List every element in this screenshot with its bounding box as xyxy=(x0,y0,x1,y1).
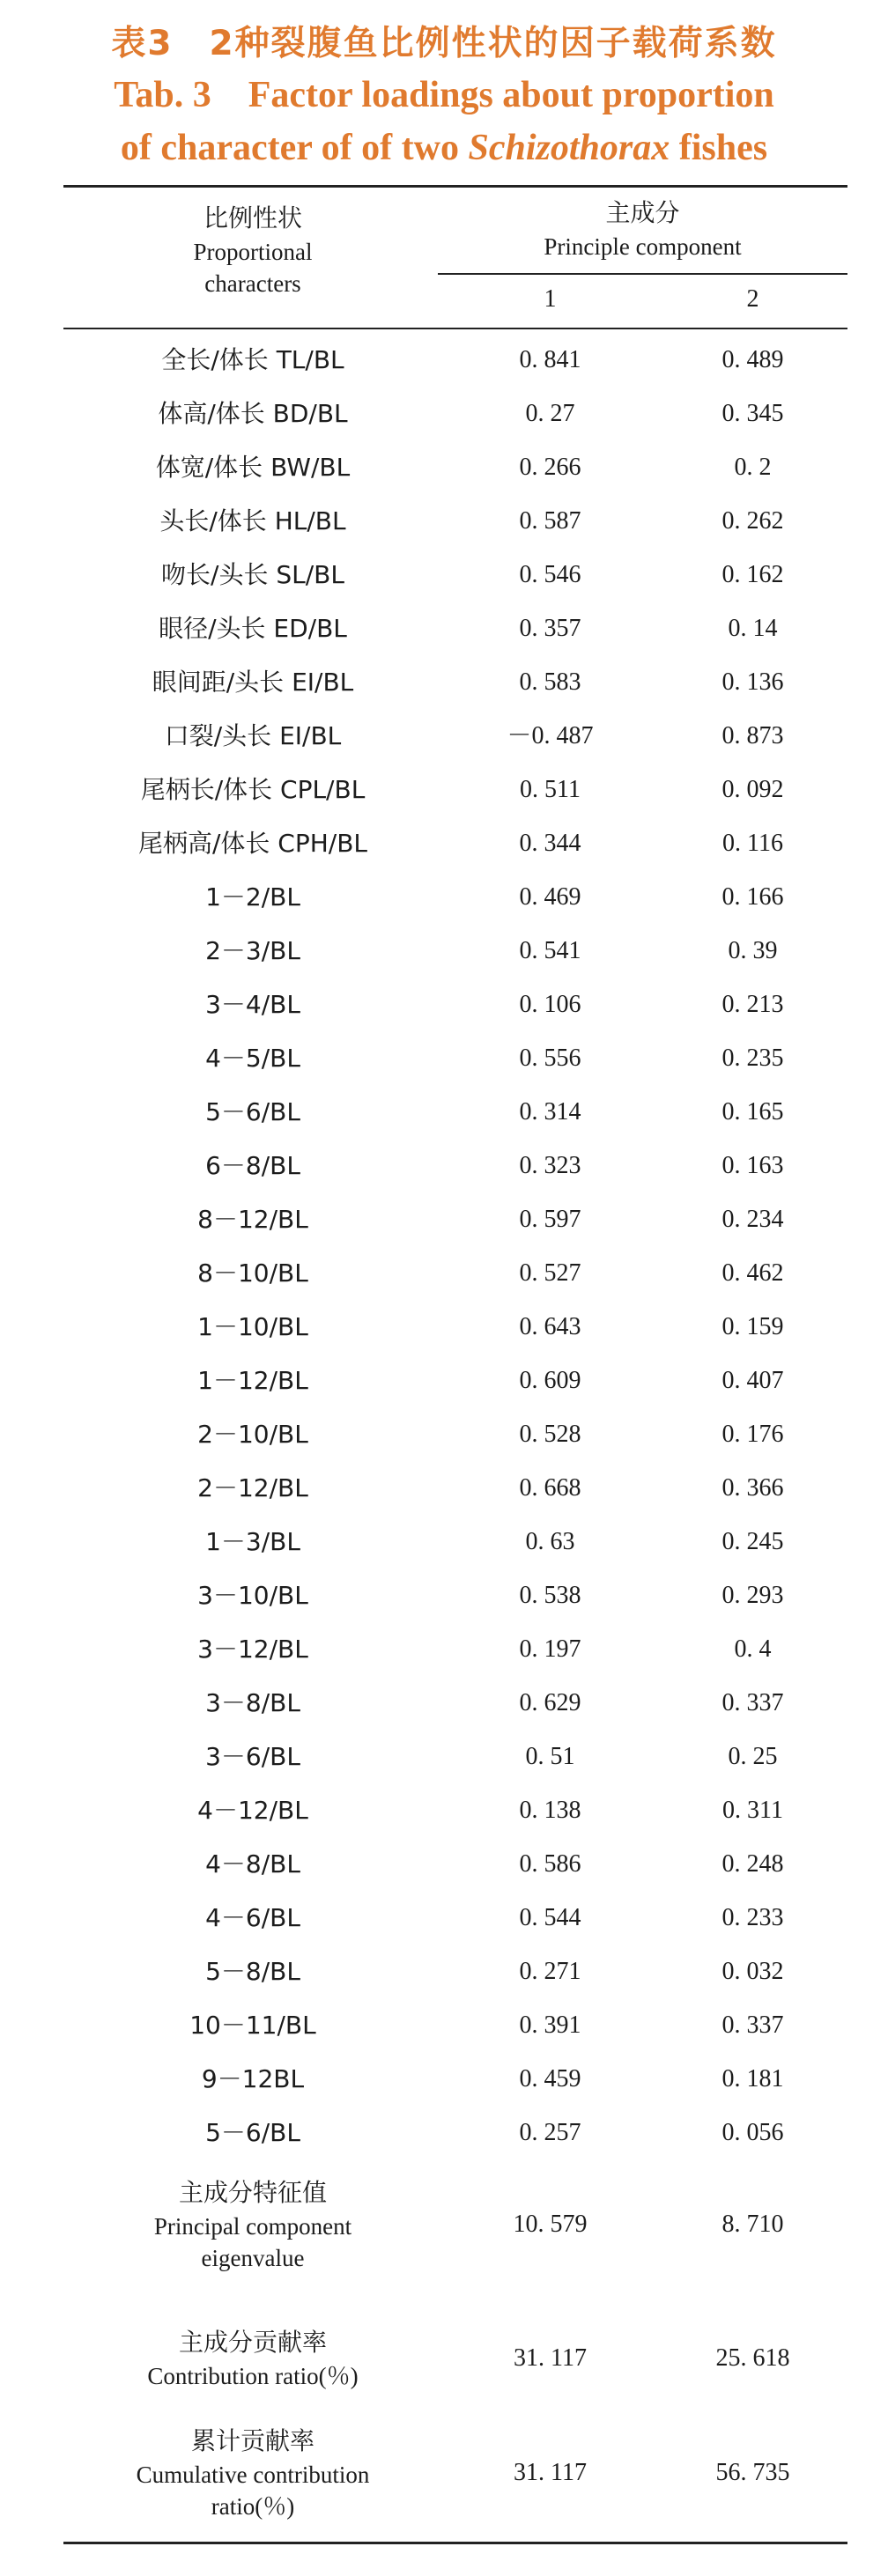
header-col1-en-2: characters xyxy=(204,270,301,297)
row-value-component-2: 0. 116 xyxy=(722,830,783,857)
table-caption xyxy=(0,19,888,174)
row-value-component-2: 0. 293 xyxy=(722,1582,784,1609)
table-row xyxy=(63,1407,847,1461)
row-label: 5－6/BL xyxy=(205,1097,300,1126)
row-value-component-1: 0. 528 xyxy=(519,1421,581,1448)
row-value-component-2: 0. 873 xyxy=(722,722,784,749)
table-row xyxy=(63,655,847,709)
summary-contribution-en: Contribution ratio(％) xyxy=(147,2363,359,2389)
row-label: 8－10/BL xyxy=(197,1258,308,1288)
row-label: 3－12/BL xyxy=(197,1635,308,1664)
row-label: 4－8/BL xyxy=(205,1849,300,1878)
summary-eigenvalue-cn: 主成分特征值 xyxy=(178,2178,327,2207)
row-value-component-2: 0. 345 xyxy=(722,400,784,427)
table-row xyxy=(63,2106,847,2159)
row-value-component-1: 0. 271 xyxy=(519,1958,581,1985)
header-principle-component xyxy=(438,196,847,262)
summary-row-eigenvalue xyxy=(63,2174,847,2279)
row-value-component-2: 0. 136 xyxy=(722,668,784,696)
row-label: 3－6/BL xyxy=(205,1742,300,1771)
row-value-component-1: 0. 314 xyxy=(519,1098,581,1126)
table-row xyxy=(63,1461,847,1515)
header-component-1: 1 xyxy=(544,285,557,313)
table-row xyxy=(63,1783,847,1837)
row-value-component-1: 0. 459 xyxy=(519,2065,581,2093)
row-value-component-2: 0. 462 xyxy=(722,1259,784,1287)
row-value-component-1: 0. 597 xyxy=(519,1206,581,1233)
header-col1-en-1: Proportional xyxy=(193,239,313,265)
row-label: 2－3/BL xyxy=(205,936,300,965)
row-value-component-2: 0. 235 xyxy=(722,1044,784,1072)
summary-contribution-v1: 31. 117 xyxy=(514,2344,587,2372)
table-row xyxy=(63,1192,847,1246)
table-row xyxy=(63,1622,847,1676)
table-row xyxy=(63,548,847,602)
summary-contribution-label xyxy=(63,2325,442,2392)
row-label: 8－12/BL xyxy=(197,1205,308,1234)
row-label: 尾柄高/体长 CPH/BL xyxy=(137,829,368,858)
summary-cumulative-en-2: ratio(％) xyxy=(211,2493,295,2520)
summary-eigenvalue-en-2: eigenvalue xyxy=(201,2245,305,2271)
row-value-component-2: 0. 163 xyxy=(722,1152,784,1179)
row-label: 4－12/BL xyxy=(197,1796,308,1825)
table-row xyxy=(63,1300,847,1354)
row-value-component-2: 0. 4 xyxy=(734,1635,772,1663)
row-label: 眼间距/头长 EI/BL xyxy=(152,668,354,697)
row-value-component-1: －0. 487 xyxy=(507,722,594,749)
header-sub-rule xyxy=(438,273,847,275)
summary-cumulative-v2: 56. 735 xyxy=(715,2459,790,2486)
table-row xyxy=(63,1998,847,2052)
table-row xyxy=(63,1945,847,1998)
table-row xyxy=(63,1676,847,1730)
row-label: 体宽/体长 BW/BL xyxy=(155,453,351,482)
row-value-component-1: 0. 556 xyxy=(519,1044,581,1072)
row-value-component-1: 0. 106 xyxy=(519,991,581,1018)
table-row xyxy=(63,2052,847,2106)
table-row xyxy=(63,1730,847,1783)
row-value-component-2: 0. 2 xyxy=(734,454,772,481)
summary-eigenvalue-en-1: Principal component xyxy=(153,2213,352,2240)
row-value-component-2: 0. 166 xyxy=(722,883,784,911)
table-row xyxy=(63,1568,847,1622)
row-value-component-2: 0. 248 xyxy=(722,1850,784,1878)
table-row xyxy=(63,978,847,1031)
row-value-component-1: 0. 546 xyxy=(519,561,581,588)
table-row xyxy=(63,440,847,494)
table-row xyxy=(63,1085,847,1139)
row-label: 1－2/BL xyxy=(205,882,300,912)
row-value-component-1: 0. 587 xyxy=(519,507,581,535)
caption-line-2-suffix: fishes xyxy=(670,128,768,168)
row-label: 头长/体长 HL/BL xyxy=(159,506,346,535)
row-value-component-2: 0. 032 xyxy=(722,1958,784,1985)
row-value-component-2: 0. 14 xyxy=(728,615,778,642)
row-value-component-2: 0. 25 xyxy=(728,1743,778,1770)
row-value-component-2: 0. 234 xyxy=(722,1206,784,1233)
row-label: 口裂/头长 EI/BL xyxy=(164,721,342,750)
table-row xyxy=(63,387,847,440)
row-value-component-1: 0. 586 xyxy=(519,1850,581,1878)
caption-line-2-prefix: of character of of two xyxy=(120,128,469,168)
row-value-component-2: 0. 245 xyxy=(722,1528,784,1555)
table-row xyxy=(63,924,847,978)
row-value-component-1: 0. 391 xyxy=(519,2011,581,2039)
table-row xyxy=(63,1837,847,1891)
row-value-component-2: 0. 162 xyxy=(722,561,784,588)
row-label: 1－12/BL xyxy=(197,1366,308,1395)
row-value-component-1: 0. 541 xyxy=(519,937,581,964)
row-label: 3－8/BL xyxy=(205,1688,300,1717)
header-col1-cn: 比例性状 xyxy=(203,203,302,233)
header-group-en: Principle component xyxy=(544,233,742,260)
summary-contribution-v2: 25. 618 xyxy=(715,2344,790,2372)
row-value-component-1: 0. 51 xyxy=(525,1743,575,1770)
row-value-component-1: 0. 63 xyxy=(525,1528,575,1555)
summary-cumulative-cn: 累计贡献率 xyxy=(190,2426,314,2455)
header-bottom-rule xyxy=(63,328,847,329)
table-row xyxy=(63,1139,847,1192)
table-row xyxy=(63,1515,847,1568)
row-label: 2－10/BL xyxy=(197,1420,308,1449)
caption-english-line-1: Tab. 3 Factor loadings about proportion xyxy=(114,75,774,115)
table-row xyxy=(63,709,847,763)
table-row xyxy=(63,1246,847,1300)
row-label: 4－5/BL xyxy=(205,1044,300,1073)
header-proportional-characters xyxy=(63,201,442,299)
summary-eigenvalue-label xyxy=(63,2175,442,2274)
row-value-component-2: 0. 165 xyxy=(722,1098,784,1126)
row-label: 9－12BL xyxy=(201,2064,305,2093)
row-label: 3－10/BL xyxy=(197,1581,308,1610)
row-value-component-2: 0. 159 xyxy=(722,1313,784,1340)
row-value-component-2: 0. 092 xyxy=(722,776,784,803)
row-value-component-1: 0. 469 xyxy=(519,883,581,911)
row-value-component-1: 0. 266 xyxy=(519,454,581,481)
row-value-component-2: 0. 337 xyxy=(722,1689,784,1716)
row-value-component-2: 0. 39 xyxy=(728,937,778,964)
row-label: 1－10/BL xyxy=(197,1312,308,1341)
table-row xyxy=(63,333,847,387)
row-value-component-1: 0. 841 xyxy=(519,346,581,373)
caption-chinese: 表3 2种裂腹鱼比例性状的因子载荷系数 xyxy=(111,24,777,63)
row-label: 吻长/头长 SL/BL xyxy=(161,560,344,589)
row-value-component-1: 0. 511 xyxy=(520,776,581,803)
header-group-cn: 主成分 xyxy=(605,198,680,227)
row-label: 眼径/头长 ED/BL xyxy=(159,614,347,643)
row-value-component-1: 0. 197 xyxy=(519,1635,581,1663)
table-row xyxy=(63,602,847,655)
row-value-component-1: 0. 257 xyxy=(519,2119,581,2146)
summary-cumulative-v1: 31. 117 xyxy=(514,2459,587,2486)
row-value-component-1: 0. 609 xyxy=(519,1367,581,1394)
row-value-component-2: 0. 311 xyxy=(722,1797,783,1824)
row-value-component-1: 0. 643 xyxy=(519,1313,581,1340)
caption-english-line-2 xyxy=(0,122,888,174)
row-value-component-2: 0. 337 xyxy=(722,2011,784,2039)
table-row xyxy=(63,1031,847,1085)
row-value-component-2: 0. 176 xyxy=(722,1421,784,1448)
row-value-component-1: 0. 323 xyxy=(519,1152,581,1179)
row-label: 1－3/BL xyxy=(205,1527,300,1556)
row-value-component-2: 0. 262 xyxy=(722,507,784,535)
row-value-component-2: 0. 366 xyxy=(722,1474,784,1502)
row-value-component-1: 0. 357 xyxy=(519,615,581,642)
summary-eigenvalue-v1: 10. 579 xyxy=(513,2211,588,2238)
table-top-rule xyxy=(63,185,847,188)
row-label: 10－11/BL xyxy=(189,2011,316,2040)
row-value-component-1: 0. 27 xyxy=(525,400,575,427)
row-value-component-2: 0. 056 xyxy=(722,2119,784,2146)
summary-cumulative-label xyxy=(63,2424,442,2522)
row-label: 体高/体长 BD/BL xyxy=(158,399,348,428)
row-value-component-1: 0. 544 xyxy=(519,1904,581,1931)
summary-contribution-cn: 主成分贡献率 xyxy=(178,2328,327,2357)
row-value-component-1: 0. 344 xyxy=(519,830,581,857)
caption-genus: Schizothorax xyxy=(468,128,670,168)
summary-row-cumulative xyxy=(63,2424,847,2529)
row-value-component-1: 0. 583 xyxy=(519,668,581,696)
table-row xyxy=(63,870,847,924)
row-label: 3－4/BL xyxy=(205,990,300,1019)
table-row xyxy=(63,1891,847,1945)
row-value-component-2: 0. 407 xyxy=(722,1367,784,1394)
row-value-component-2: 0. 233 xyxy=(722,1904,784,1931)
row-label: 5－6/BL xyxy=(205,2118,300,2147)
row-value-component-1: 0. 538 xyxy=(519,1582,581,1609)
summary-row-contribution xyxy=(63,2325,847,2395)
table-row xyxy=(63,763,847,816)
row-label: 6－8/BL xyxy=(205,1151,300,1180)
row-label: 尾柄长/体长 CPL/BL xyxy=(140,775,366,804)
row-value-component-1: 0. 629 xyxy=(519,1689,581,1716)
row-label: 2－12/BL xyxy=(197,1473,308,1502)
header-component-2: 2 xyxy=(746,285,759,313)
row-label: 全长/体长 TL/BL xyxy=(161,345,344,374)
row-value-component-2: 0. 213 xyxy=(722,991,784,1018)
table-bottom-rule xyxy=(63,2542,847,2544)
row-value-component-1: 0. 138 xyxy=(519,1797,581,1824)
row-value-component-1: 0. 527 xyxy=(519,1259,581,1287)
table-row xyxy=(63,1354,847,1407)
summary-cumulative-en-1: Cumulative contribution xyxy=(136,2462,370,2488)
summary-eigenvalue-v2: 8. 710 xyxy=(722,2211,784,2238)
row-value-component-2: 0. 181 xyxy=(722,2065,784,2093)
table-row xyxy=(63,816,847,870)
row-value-component-2: 0. 489 xyxy=(722,346,784,373)
row-label: 5－8/BL xyxy=(205,1957,300,1986)
row-value-component-1: 0. 668 xyxy=(519,1474,581,1502)
table-row xyxy=(63,494,847,548)
row-label: 4－6/BL xyxy=(205,1903,300,1932)
